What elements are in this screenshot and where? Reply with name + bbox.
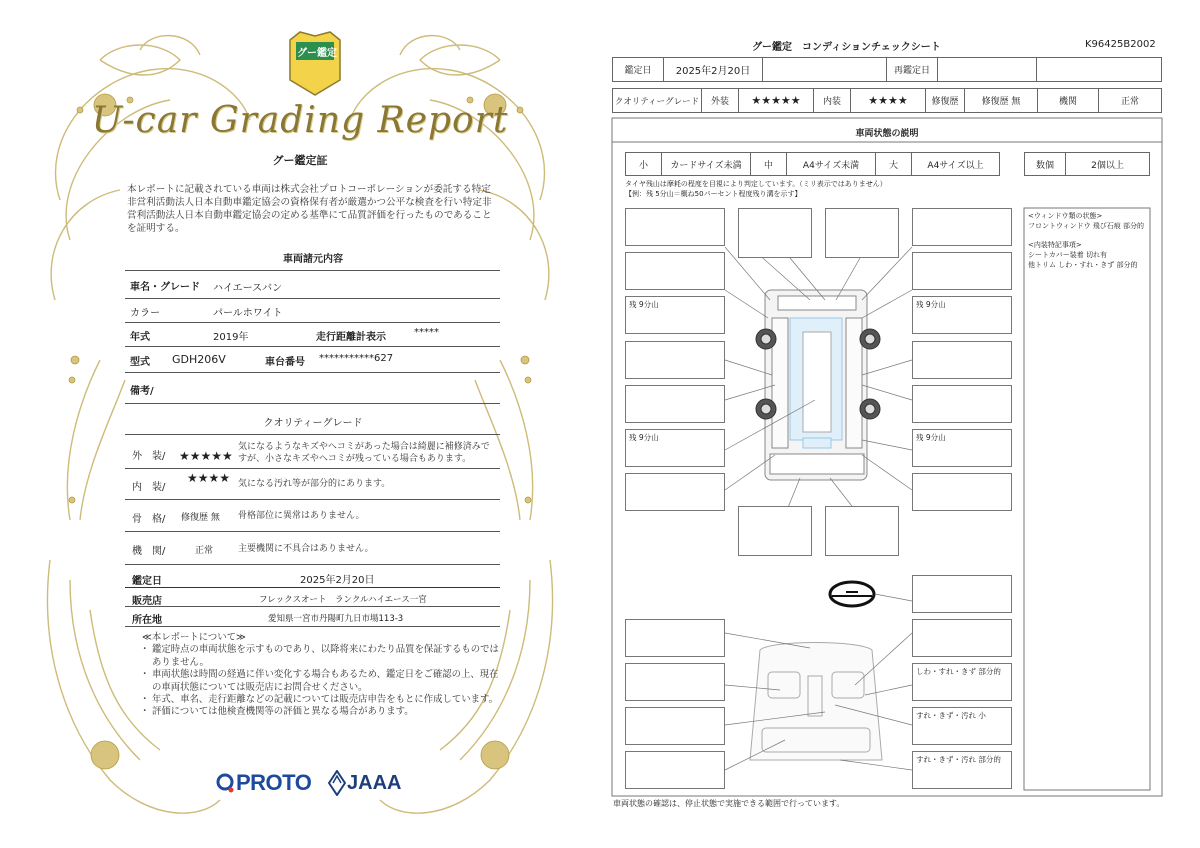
color-label: カラー [130, 308, 160, 319]
interior-label: 内装 [813, 88, 851, 113]
legend-large-desc: A4サイズ以上 [911, 152, 1000, 176]
remarks-label: 備考/ [130, 386, 154, 397]
tire-note-2: 【例：残 5分山＝概ね50パーセント程度残り溝を示す】 [625, 190, 802, 198]
interior-box-3: すれ・きず・汚れ 部分的 [912, 751, 1012, 789]
interior-notes-title: <内装特記事項> [1028, 241, 1082, 249]
jaaa-logo-icon [328, 770, 346, 796]
repair-history-label: 修復歴 [925, 88, 965, 113]
sheet-footer: 車両状態の確認は、停止状態で実施できる範囲で行っています。 [613, 799, 845, 808]
frame-description: 骨格部位に異常はありません。 [238, 511, 365, 521]
inspection-date-value: 2025年2月20日 [663, 57, 763, 82]
mileage-label: 走行距離計表示 [316, 332, 386, 343]
interior-stars: ★★★★ [187, 471, 231, 485]
car-name-label: 車名・グレード [130, 282, 200, 293]
proto-logo: PROTO [236, 770, 312, 795]
interior-box [625, 751, 725, 789]
divider [125, 564, 500, 565]
interior-box [625, 619, 725, 657]
legend-count-desc: 2個以上 [1065, 152, 1150, 176]
dealer-label: 販売店 [132, 596, 162, 607]
interior-box [625, 663, 725, 701]
engine-description: 主要機関に不具合はありません。 [238, 544, 374, 554]
divider [125, 346, 500, 347]
divider [125, 587, 500, 588]
badge-label: グー鑑定 [297, 48, 337, 59]
note-item: ・ 年式、車名、走行距離などの記載については販売店申告をもとに作成しています。 [140, 694, 500, 706]
car-top-view-icon [765, 290, 867, 480]
tire-front-right-box: 残 9分山 [912, 296, 1012, 334]
damage-box [738, 208, 812, 258]
model-label: 型式 [130, 357, 150, 368]
report-notes [140, 632, 500, 719]
frame-value: 修復歴 無 [181, 513, 220, 523]
model-value: GDH206V [172, 353, 226, 366]
damage-box [825, 208, 899, 258]
frame-label: 骨 格/ [132, 514, 166, 525]
exterior-stars: ★★★★★ [738, 88, 814, 113]
notes-title: ≪本レポートについて≫ [142, 632, 246, 643]
blank-cell [1036, 57, 1162, 82]
divider [125, 531, 500, 532]
condition-check-sheet [600, 0, 1200, 848]
reinspection-date-value [937, 57, 1037, 82]
legend-small: 小 [625, 152, 662, 176]
damage-box [625, 341, 725, 379]
note-item: ・ 評価については他検査機関等の評価と異なる場合があります。 [140, 706, 500, 718]
chassis-value: ***********627 [319, 353, 394, 364]
exterior-description: 気になるようなキズやヘコミがあった場合は綺麗に補修済みですが、小さなキズやヘコミが残っている場合もあります。 [238, 442, 490, 464]
interior-box [912, 619, 1012, 657]
divider [125, 434, 500, 435]
damage-box [912, 473, 1012, 511]
car-name-value: ハイエースバン [213, 283, 283, 294]
quality-grade-label: クオリティーグレード [612, 88, 702, 113]
condition-heading: 車両状態の説明 [855, 129, 919, 139]
engine-label: 機 関/ [132, 546, 166, 557]
divider [125, 298, 500, 299]
inspection-date-label: 鑑定日 [132, 576, 162, 587]
damage-box [625, 208, 725, 246]
legend-medium: 中 [750, 152, 787, 176]
interior-stars: ★★★★ [850, 88, 926, 113]
steering-box [912, 575, 1012, 613]
damage-box [912, 341, 1012, 379]
legend-count: 数個 [1024, 152, 1066, 176]
interior-box-2: すれ・きず・汚れ 小 [912, 707, 1012, 745]
window-detail: フロントウィンドウ 飛び石痕 部分的 [1028, 222, 1145, 230]
divider [125, 270, 500, 271]
interior-detail-2: 他トリム しわ・すれ・きず 部分的 [1028, 261, 1138, 269]
chassis-label: 車台番号 [265, 357, 305, 368]
interior-label: 内 装/ [132, 482, 166, 493]
blank-cell [762, 57, 887, 82]
damage-box [912, 252, 1012, 290]
tire-icons [756, 329, 880, 419]
divider [125, 499, 500, 500]
note-item: ・ 鑑定時点の車両状態を示すものであり、以降将来にわたり品質を保証するものではありません。 [140, 644, 500, 669]
divider [125, 468, 500, 469]
address-value: 愛知県一宮市丹陽町九日市場113-3 [268, 614, 404, 624]
dealer-value: フレックスオート ランクルハイエース一宮 [259, 595, 427, 605]
color-value: パールホワイト [213, 308, 283, 319]
damage-box [912, 385, 1012, 423]
interior-detail-1: シートカバー装着 切れ有 [1028, 251, 1108, 259]
certificate-subtitle: グー鑑定証 [272, 154, 328, 167]
damage-box [738, 506, 812, 556]
damage-box [625, 252, 725, 290]
inspection-date-value: 2025年2月20日 [300, 575, 375, 586]
note-item: ・ 車両状態は時間の経過に伴い変化する場合もあるため、鑑定日をご確認の上、現在の車両状態については販売店にお問合せください。 [140, 669, 500, 694]
exterior-label: 外装 [701, 88, 739, 113]
divider [125, 626, 500, 627]
tire-front-left-box: 残 9分山 [625, 296, 725, 334]
tire-rear-right-box: 残 9分山 [912, 429, 1012, 467]
gu-kantei-badge-icon [290, 32, 340, 95]
proto-logo-icon [215, 772, 235, 794]
exterior-stars: ★★★★★ [179, 449, 233, 463]
jaaa-logo: JAAA [347, 772, 402, 794]
divider [125, 322, 500, 323]
legend-large: 大 [875, 152, 912, 176]
damage-box [825, 506, 899, 556]
window-title: <ウィンドウ類の状態> [1028, 212, 1103, 220]
engine-value: 正常 [195, 546, 214, 556]
quality-heading: クオリティーグレード [263, 418, 363, 429]
year-value: 2019年 [213, 332, 249, 343]
interior-view-icon [750, 643, 882, 761]
interior-box-1: しわ・すれ・きず 部分的 [912, 663, 1012, 701]
divider [125, 403, 500, 404]
certification-statement: 本レポートに記載されている車両は株式会社プロトコーポレーションが委託する特定非営利活動法人日本自動車鑑定協会の資格保有者が厳選かつ公平な検査を行い特定非営利活動法人日本自動車鑑定協会の定める基準にて品質評価を行ったものであることを証明する。 [127, 184, 492, 234]
tire-note-1: タイヤ残山は摩耗の程度を目視により判定しています。（ミリ表示ではありません） [625, 180, 887, 188]
legend-small-desc: カードサイズ未満 [661, 152, 751, 176]
specs-heading: 車両諸元内容 [283, 254, 343, 265]
legend-medium-desc: A4サイズ未満 [786, 152, 876, 176]
report-title: U-car Grading Report [91, 100, 509, 141]
damage-box [625, 473, 725, 511]
interior-description: 気になる汚れ等が部分的にあります。 [238, 479, 391, 489]
address-label: 所在地 [132, 615, 162, 626]
exterior-label: 外 装/ [132, 451, 166, 462]
repair-history-value: 修復歴 無 [964, 88, 1038, 113]
tire-rear-left-box: 残 9分山 [625, 429, 725, 467]
steering-wheel-icon [830, 582, 874, 606]
divider [125, 372, 500, 373]
divider [125, 606, 500, 607]
reinspection-date-label: 再鑑定日 [886, 57, 938, 82]
damage-box [912, 208, 1012, 246]
year-label: 年式 [130, 332, 150, 343]
document-id: K96425B2002 [1085, 39, 1156, 50]
interior-box [625, 707, 725, 745]
sheet-title: グー鑑定 コンディションチェックシート [752, 42, 941, 53]
mileage-value: ***** [414, 327, 439, 338]
engine-value: 正常 [1098, 88, 1162, 113]
engine-label: 機関 [1037, 88, 1099, 113]
damage-box [625, 385, 725, 423]
inspection-date-label: 鑑定日 [612, 57, 664, 82]
